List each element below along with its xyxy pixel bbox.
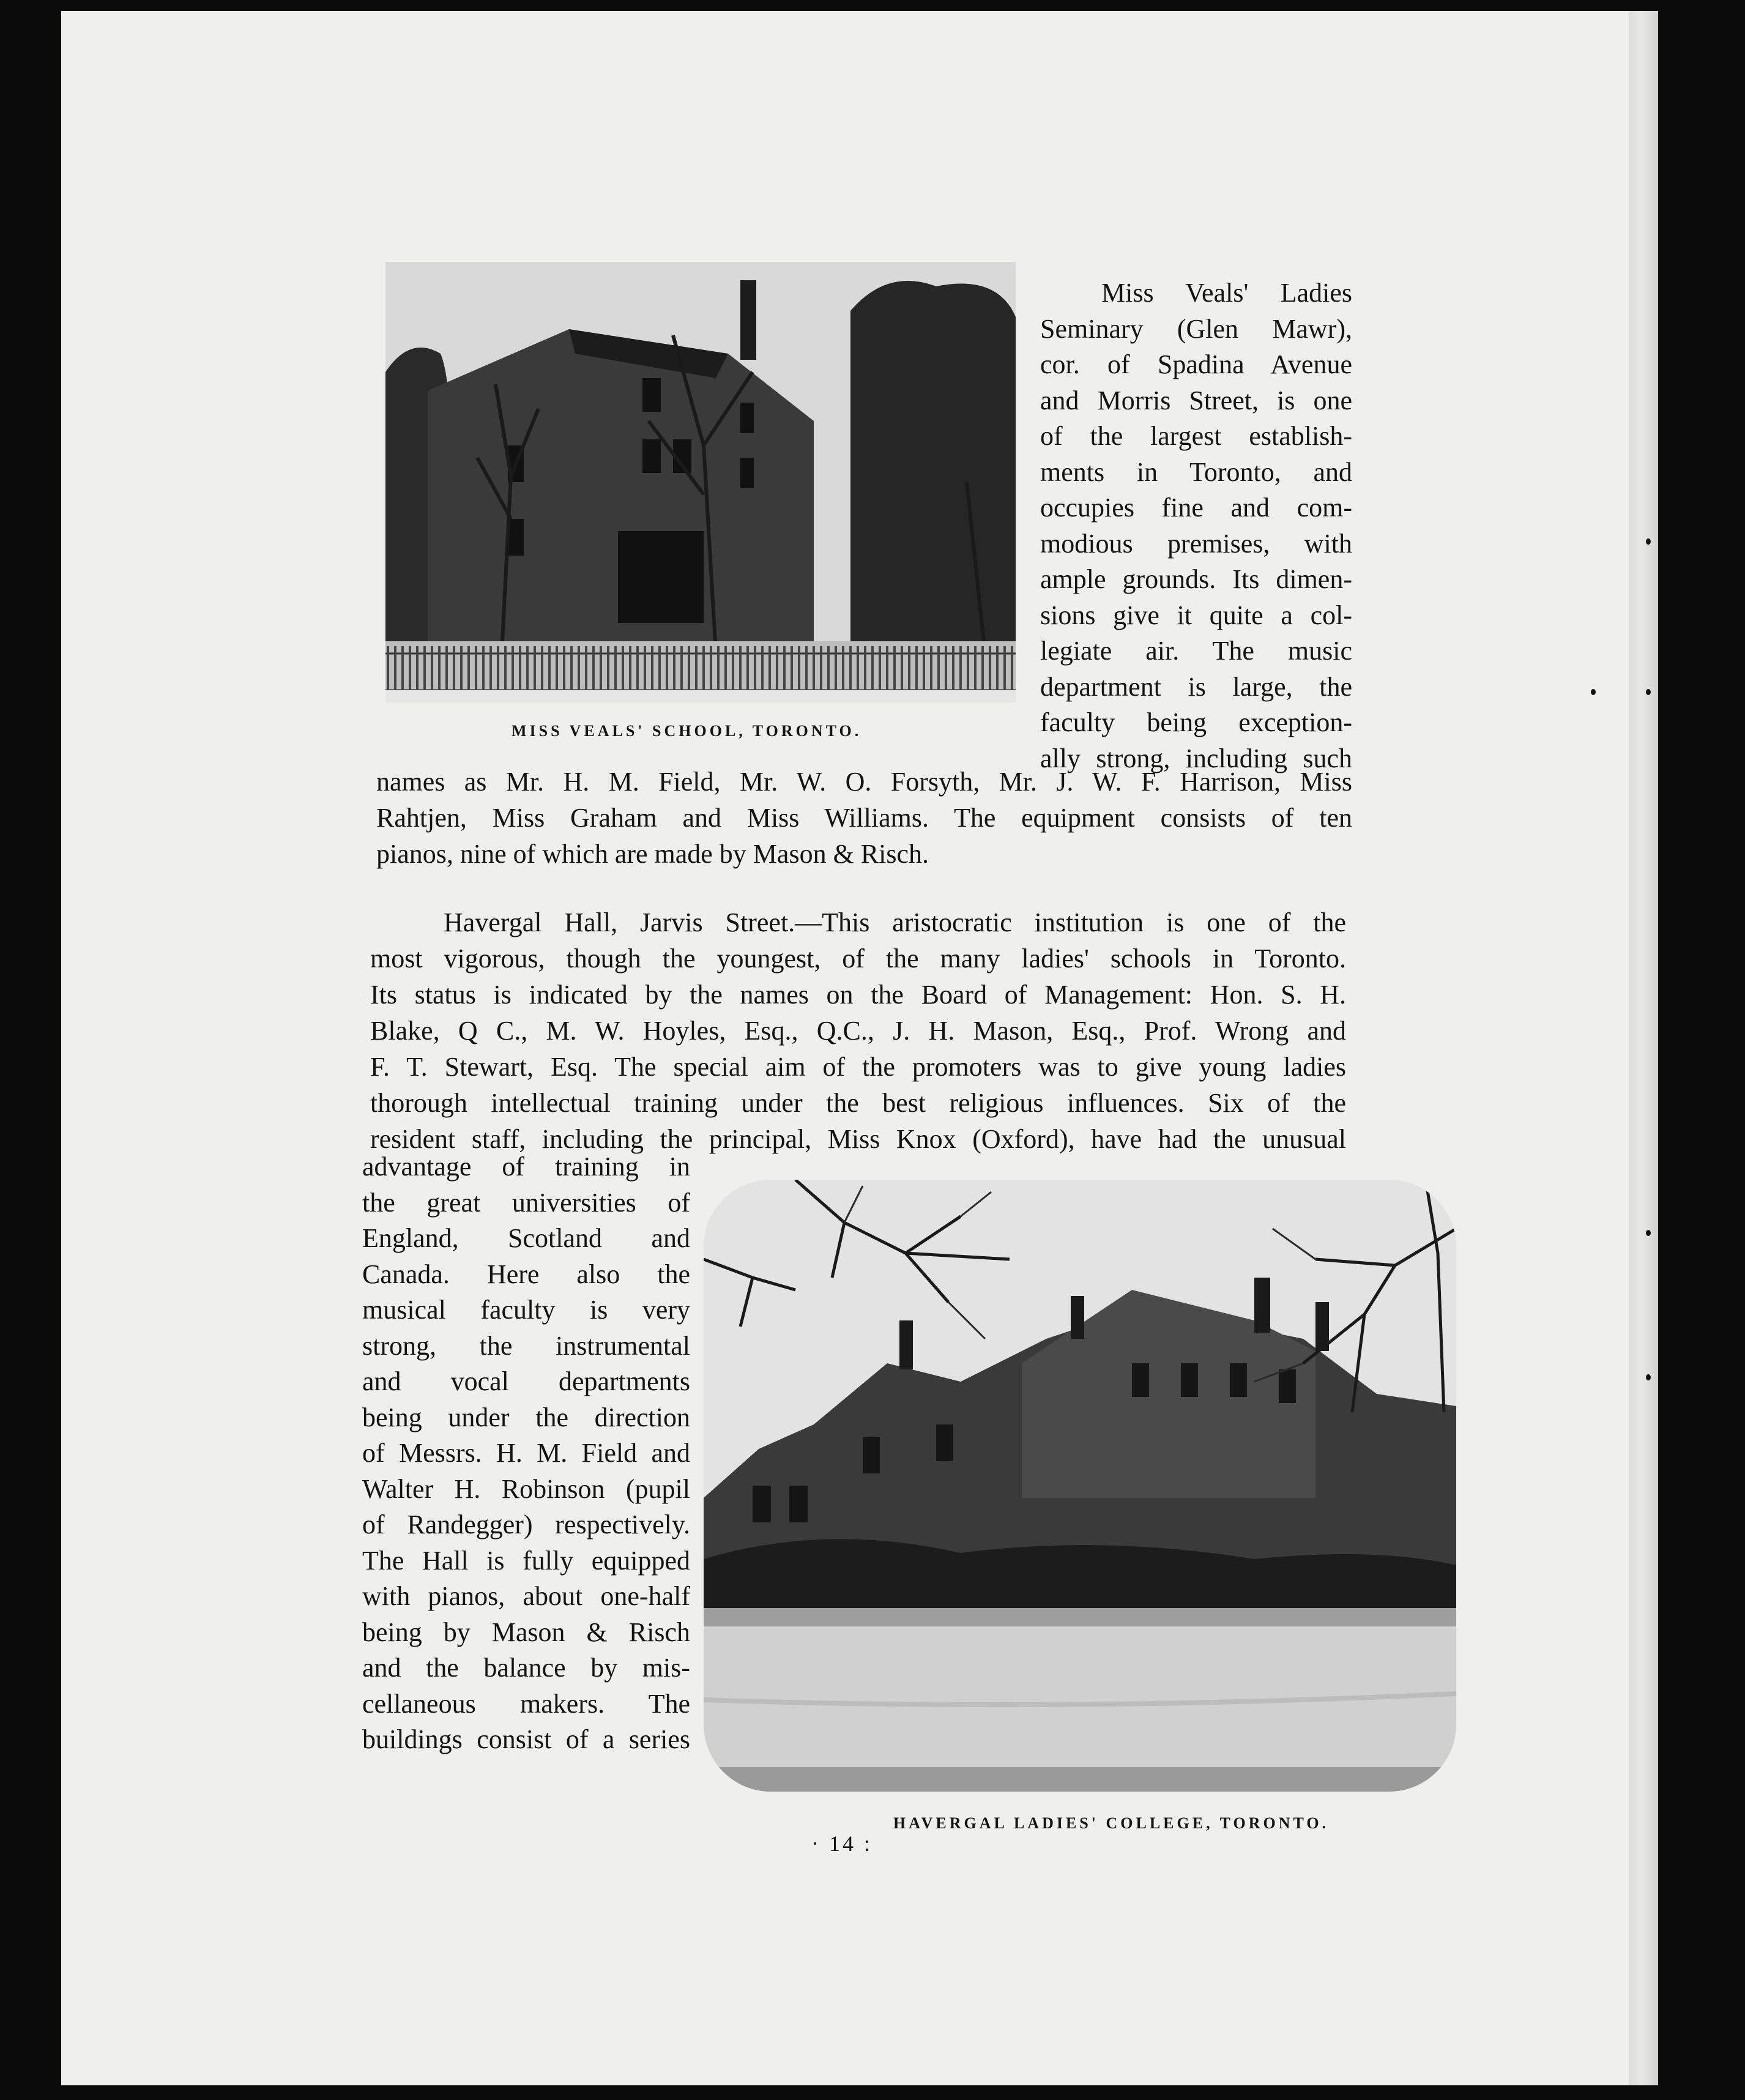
text-line: Canada. Here also the xyxy=(362,1259,690,1289)
veals-paragraph-side xyxy=(1040,275,1352,776)
text-line: and Morris Street, is one xyxy=(1040,385,1352,415)
margin-speck xyxy=(1591,689,1596,695)
text-line: the great universities of xyxy=(362,1187,690,1218)
text-line: occupies fine and com- xyxy=(1040,493,1352,523)
text-line: of Randegger) respectively. xyxy=(362,1510,690,1540)
text-line: sions give it quite a col- xyxy=(1040,600,1352,630)
text-line: cellaneous makers. The xyxy=(362,1688,690,1719)
text-line: ments in Toronto, and xyxy=(1040,456,1352,487)
text-line: Miss Veals' Ladies xyxy=(1101,278,1352,308)
text-line: being under the direction xyxy=(362,1402,690,1432)
text-line: of the largest establish- xyxy=(1040,421,1352,451)
margin-speck xyxy=(1646,1230,1651,1236)
text-line: pianos, nine of which are made by Mason & Risch. xyxy=(376,839,929,869)
text-line: and the balance by mis- xyxy=(362,1653,690,1683)
text-line: Its status is indicated by the names on the Board of Management: Hon. S. H. xyxy=(370,980,1346,1010)
margin-speck xyxy=(1646,538,1651,545)
text-line: advantage of training in xyxy=(362,1152,690,1182)
text-line: with pianos, about one-half xyxy=(362,1581,690,1611)
text-line: Havergal Hall, Jarvis Street.—This aristocratic institution is one of the xyxy=(444,907,1346,937)
margin-speck xyxy=(1646,689,1651,695)
text-line: Blake, Q C., M. W. Hoyles, Esq., Q.C., J. H. Mason, Esq., Prof. Wrong and xyxy=(370,1016,1346,1046)
havergal-paragraph-side xyxy=(362,1149,690,1758)
havergal-college-caption: HAVERGAL LADIES' COLLEGE, TORONTO. xyxy=(893,1814,1330,1832)
page-fold-edge xyxy=(1629,11,1658,2085)
havergal-college-illustration xyxy=(704,1180,1456,1792)
margin-speck xyxy=(1646,1374,1651,1380)
text-line: and vocal departments xyxy=(362,1366,690,1396)
text-line: most vigorous, though the youngest, of the many ladies' schools in Toronto. xyxy=(370,944,1346,974)
text-line: F. T. Stewart, Esq. The special aim of the promoters was to give young ladies xyxy=(370,1052,1346,1082)
text-line: faculty being exception- xyxy=(1040,707,1352,737)
veals-paragraph-full xyxy=(376,764,1352,872)
text-line: cor. of Spadina Avenue xyxy=(1040,349,1352,379)
text-line: buildings consist of a series xyxy=(362,1724,690,1754)
text-line: England, Scotland and xyxy=(362,1223,690,1253)
text-line: being by Mason & Risch xyxy=(362,1617,690,1647)
page-number: · 14 : xyxy=(811,1831,873,1856)
text-line: thorough intellectual training under the best religious influences. Six of the xyxy=(370,1088,1346,1118)
text-line: modious premises, with xyxy=(1040,528,1352,559)
veals-school-illustration xyxy=(385,262,1016,702)
text-line: names as Mr. H. M. Field, Mr. W. O. Forsyth, Mr. J. W. F. Harrison, Miss xyxy=(376,767,1352,797)
veals-school-caption: MISS VEALS' SCHOOL, TORONTO. xyxy=(512,722,862,740)
text-line: Rahtjen, Miss Graham and Miss Williams. The equipment consists of ten xyxy=(376,803,1352,833)
havergal-college-photo xyxy=(704,1180,1456,1792)
text-line: department is large, the xyxy=(1040,671,1352,702)
text-line: ample grounds. Its dimen- xyxy=(1040,564,1352,594)
text-line: Seminary (Glen Mawr), xyxy=(1040,313,1352,344)
text-line: ally strong, including such xyxy=(1040,743,1352,773)
text-line: Walter H. Robinson (pupil xyxy=(362,1473,690,1504)
text-line: musical faculty is very xyxy=(362,1295,690,1325)
text-line: The Hall is fully equipped xyxy=(362,1545,690,1576)
text-line: legiate air. The music xyxy=(1040,636,1352,666)
text-line: resident staff, including the principal, Miss Knox (Oxford), have had the unusual xyxy=(370,1124,1346,1154)
text-line: of Messrs. H. M. Field and xyxy=(362,1438,690,1468)
text-line: strong, the instrumental xyxy=(362,1330,690,1361)
veals-school-photo xyxy=(385,262,1016,702)
havergal-paragraph-full xyxy=(370,904,1346,1157)
